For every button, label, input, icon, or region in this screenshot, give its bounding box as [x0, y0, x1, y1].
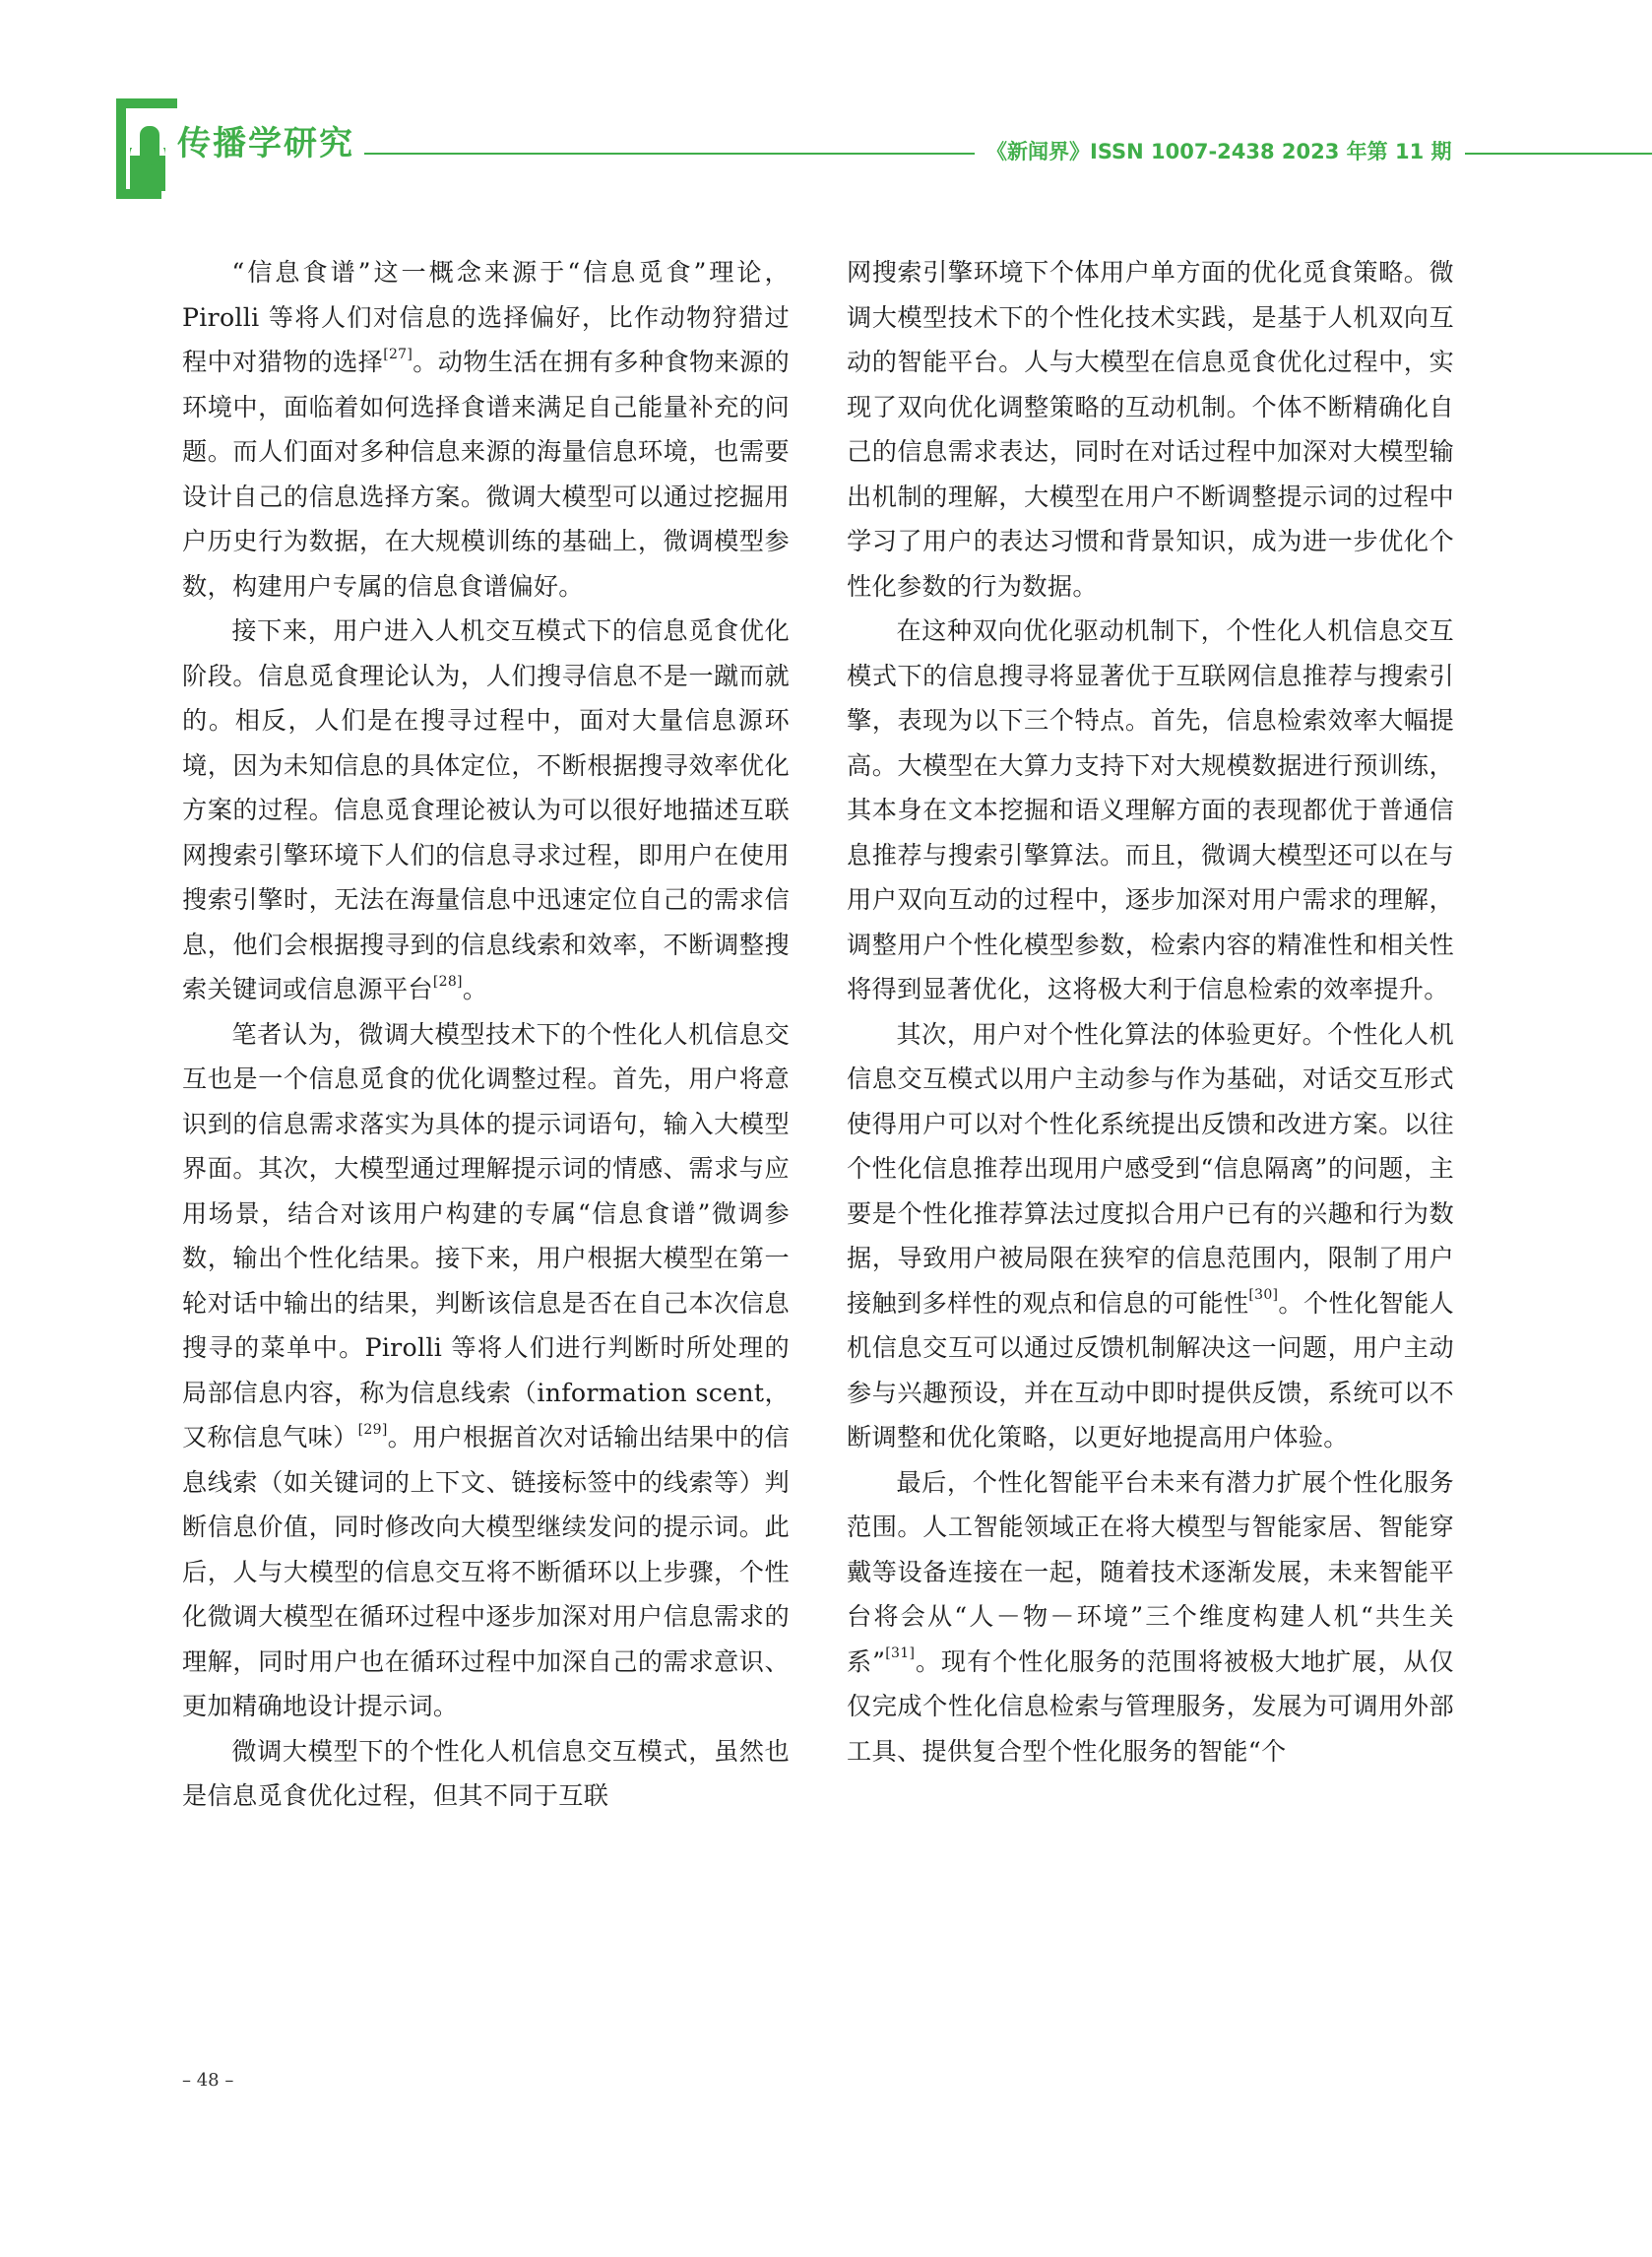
- paragraph-text: 。现有个性化服务的范围将被极大地扩展，从仅仅完成个性化信息检索与管理服务，发展为可调用外部工具、提供复合型个性化服务的智能“个: [847, 1646, 1454, 1766]
- reference-marker: [30]: [1248, 1287, 1279, 1304]
- paragraph: [182, 250, 790, 609]
- paragraph: [182, 609, 790, 1012]
- paragraph-text: 微调大模型下的个性化人机信息交互模式，虽然也是信息觅食优化过程，但其不同于互联: [182, 1736, 790, 1810]
- paragraph: [847, 1460, 1454, 1774]
- paragraph: [847, 1012, 1454, 1460]
- paragraph-text: 。个性化智能人机信息交互可以通过反馈机制解决这一问题，用户主动参与兴趣预设，并在互动中即时提供反馈，系统可以不断调整和优化策略，以更好地提高用户体验。: [847, 1288, 1454, 1451]
- paragraph: [847, 609, 1454, 1012]
- page-number: – 48 –: [182, 2070, 234, 2091]
- reference-marker: [31]: [885, 1645, 916, 1662]
- reference-marker: [28]: [432, 973, 463, 990]
- right-column: [847, 250, 1454, 1773]
- paragraph: [182, 1012, 790, 1729]
- reference-marker: [27]: [383, 346, 413, 362]
- paragraph-text: 最后，个性化智能平台未来有潜力扩展个性化服务范围。人工智能领域正在将大模型与智能家居、智能穿戴等设备连接在一起，随着技术逐渐发展，未来智能平台将会从“人－物－环境”三个维度构建人机“共生关系”: [847, 1467, 1454, 1676]
- reference-marker: [29]: [357, 1421, 388, 1438]
- paragraph-text: 。动物生活在拥有多种食物来源的环境中，面临着如何选择食谱来满足自己能量补充的问题。而人们面对多种信息来源的海量信息环境，也需要设计自己的信息选择方案。微调大模型可以通过挖掘用户历史行为数据，在大规模训练的基础上，微调模型参数，构建用户专属的信息食谱偏好。: [182, 348, 791, 601]
- paragraph: [182, 1729, 790, 1819]
- paragraph-text: 笔者认为，微调大模型技术下的个性化人机信息交互也是一个信息觅食的优化调整过程。首先，用户将意识到的信息需求落实为具体的提示词语句，输入大模型界面。其次，大模型通过理解提示词的情感、需求与应用场景，结合对该用户构建的专属“信息食谱”微调参数，输出个性化结果。接下来，用户根据大模型在第一轮对话中输出的结果，判断该信息是否在自己本次信息搜寻的菜单中。Pirolli 等将人们进行判断时所处理的局部信息内容，称为信息线索（information scent，又称信息气味）: [182, 1019, 790, 1451]
- paragraph-text: 其次，用户对个性化算法的体验更好。个性化人机信息交互模式以用户主动参与作为基础，对话交互形式使得用户可以对个性化系统提出反馈和改进方案。以往个性化信息推荐出现用户感受到“信息隔离”的问题，主要是个性化推荐算法过度拟合用户已有的兴趣和行为数据，导致用户被局限在狭窄的信息范围内，限制了用户接触到多样性的观点和信息的可能性: [847, 1019, 1454, 1318]
- page-header: [0, 0, 1652, 197]
- paragraph-text: “信息食谱”这一概念来源于“信息觅食”理论，Pirolli 等将人们对信息的选择偏好，比作动物狩猎过程中对猎物的选择: [182, 258, 790, 376]
- paragraph-continuation: 网搜索引擎环境下个体用户单方面的优化觅食策略。微调大模型技术下的个性化技术实践，是基于人机双向互动的智能平台。人与大模型在信息觅食优化过程中，实现了双向优化调整策略的互动机制。个体不断精确化自己的信息需求表达，同时在对话过程中加深对大模型输出机制的理解，大模型在用户不断调整提示词的过程中学习了用户的表达习惯和背景知识，成为进一步优化个性化参数的行为数据。: [847, 258, 1454, 601]
- paragraph-text: 在这种双向优化驱动机制下，个性化人机信息交互模式下的信息搜寻将显著优于互联网信息推荐与搜索引擎，表现为以下三个特点。首先，信息检索效率大幅提高。大模型在大算力支持下对大规模数据进行预训练，其本身在文本挖掘和语义理解方面的表现都优于普通信息推荐与搜索引擎算法。而且，微调大模型还可以在与用户双向互动的过程中，逐步加深对用户需求的理解，调整用户个性化模型参数，检索内容的精准性和相关性将得到显著优化，这将极大利于信息检索的效率提升。: [847, 616, 1454, 1003]
- section-title: 传播学研究: [177, 124, 354, 163]
- header-rule-right: [1465, 153, 1652, 155]
- paragraph-text: 。: [462, 975, 488, 1003]
- paragraph-text: 接下来，用户进入人机交互模式下的信息觅食优化阶段。信息觅食理论认为，人们搜寻信息不是一蹴而就的。相反，人们是在搜寻过程中，面对大量信息源环境，因为未知信息的具体定位，不断根据搜寻效率优化方案的过程。信息觅食理论被认为可以很好地描述互联网搜索引擎环境下人们的信息寻求过程，即用户在使用搜索引擎时，无法在海量信息中迅速定位自己的需求信息，他们会根据搜寻到的信息线索和效率，不断调整搜索关键词或信息源平台: [182, 616, 790, 1003]
- left-column: [182, 250, 790, 1819]
- journal-info: 《新闻界》ISSN 1007-2438 2023 年第 11 期: [986, 140, 1452, 163]
- paragraph-text: 。用户根据首次对话输出结果中的信息线索（如关键词的上下文、链接标签中的线索等）判断信息价值，同时修改向大模型继续发问的提示词。此后，人与大模型的信息交互将不断循环以上步骤，个性化微调大模型在循环过程中逐步加深对用户信息需求的理解，同时用户也在循环过程中加深自己的需求意识、更加精确地设计提示词。: [182, 1423, 790, 1720]
- header-rule-left: [364, 153, 975, 155]
